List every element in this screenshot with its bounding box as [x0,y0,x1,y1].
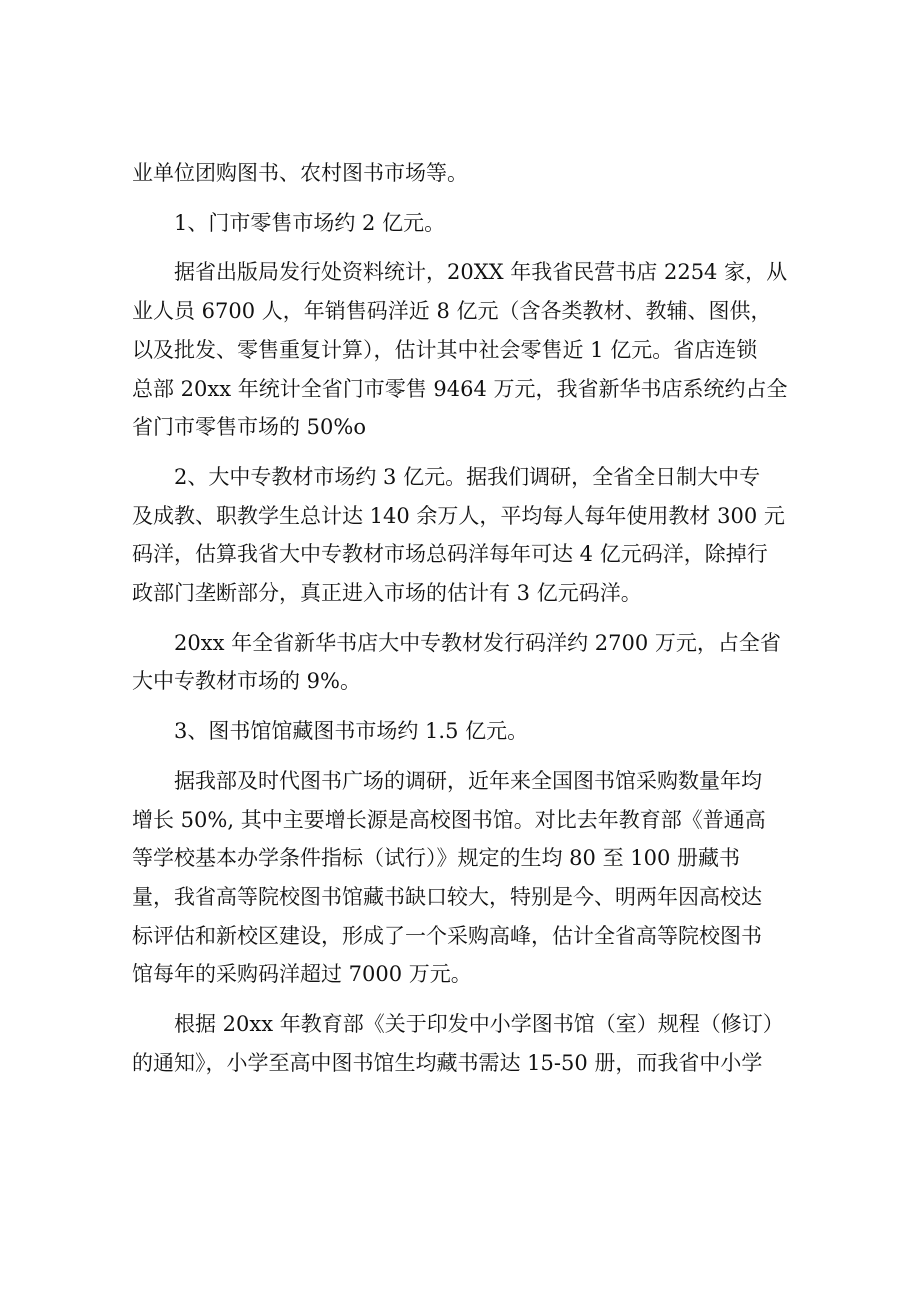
text-line: 的通知》，小学至高中图书馆生均藏书需达 15-50 册，而我省中小学 [132,1050,763,1075]
paragraph-3 [132,253,792,447]
text-line: 20xx 年全省新华书店大中专教材发行码洋约 2700 万元，占全省 [174,630,781,655]
text-line: 馆每年的采购码洋超过 7000 万元。 [132,962,472,987]
text-line: 标评估和新校区建设，形成了一个采购高峰，估计全省高等院校图书 [132,923,762,948]
text-line: 量，我省高等院校图书馆藏书缺口较大，特别是今、明两年因高校达 [132,884,762,909]
text-line: 据我部及时代图书广场的调研，近年来全国图书馆采购数量年均 [174,768,762,793]
text-line: 码洋，估算我省大中专教材市场总码洋每年可达 4 亿元码洋，除掉行 [132,542,768,567]
document-body [132,154,792,1093]
paragraph-7 [132,762,792,994]
paragraph-2-heading-retail [132,204,792,243]
text-line: 据省出版局发行处资料统计，20XX 年我省民营书店 2254 家，从 [174,260,788,285]
text-line: 等学校基本办学条件指标（试行）》规定的生均 80 至 100 册藏书 [132,846,741,871]
text-line: 1、门市零售市场约 2 亿元。 [174,210,446,235]
paragraph-8 [132,1005,792,1082]
text-line: 3、图书馆馆藏图书市场约 1.5 亿元。 [174,719,529,744]
paragraph-5 [132,624,792,701]
text-line: 业单位团购图书、农村图书市场等。 [132,161,468,185]
paragraph-1 [132,154,792,193]
text-line: 政部门垄断部分，真正进入市场的估计有 3 亿元码洋。 [132,581,642,606]
text-line: 总部 20xx 年统计全省门市零售 9464 万元，我省新华书店系统约占全 [132,376,788,401]
text-line: 以及批发、零售重复计算），估计其中社会零售近 1 亿元。省店连锁 [132,337,758,362]
paragraph-4-heading-textbook [132,458,792,613]
text-line: 大中专教材市场的 9%。 [132,669,361,694]
text-line: 业人员 6700 人，年销售码洋近 8 亿元（含各类教材、教辅、图供， [132,299,772,324]
paragraph-6-heading-library [132,712,792,751]
text-line: 省门市零售市场的 50%o [132,415,366,440]
text-line: 及成教、职教学生总计达 140 余万人，平均每人每年使用教材 300 元 [132,503,785,528]
text-line: 2、大中专教材市场约 3 亿元。据我们调研，全省全日制大中专 [174,464,761,489]
text-line: 增长 50%, 其中主要增长源是高校图书馆。对比去年教育部《普通高 [132,807,766,832]
text-line: 根据 20xx 年教育部《关于印发中小学图书馆（室）规程（修订） [174,1012,784,1037]
